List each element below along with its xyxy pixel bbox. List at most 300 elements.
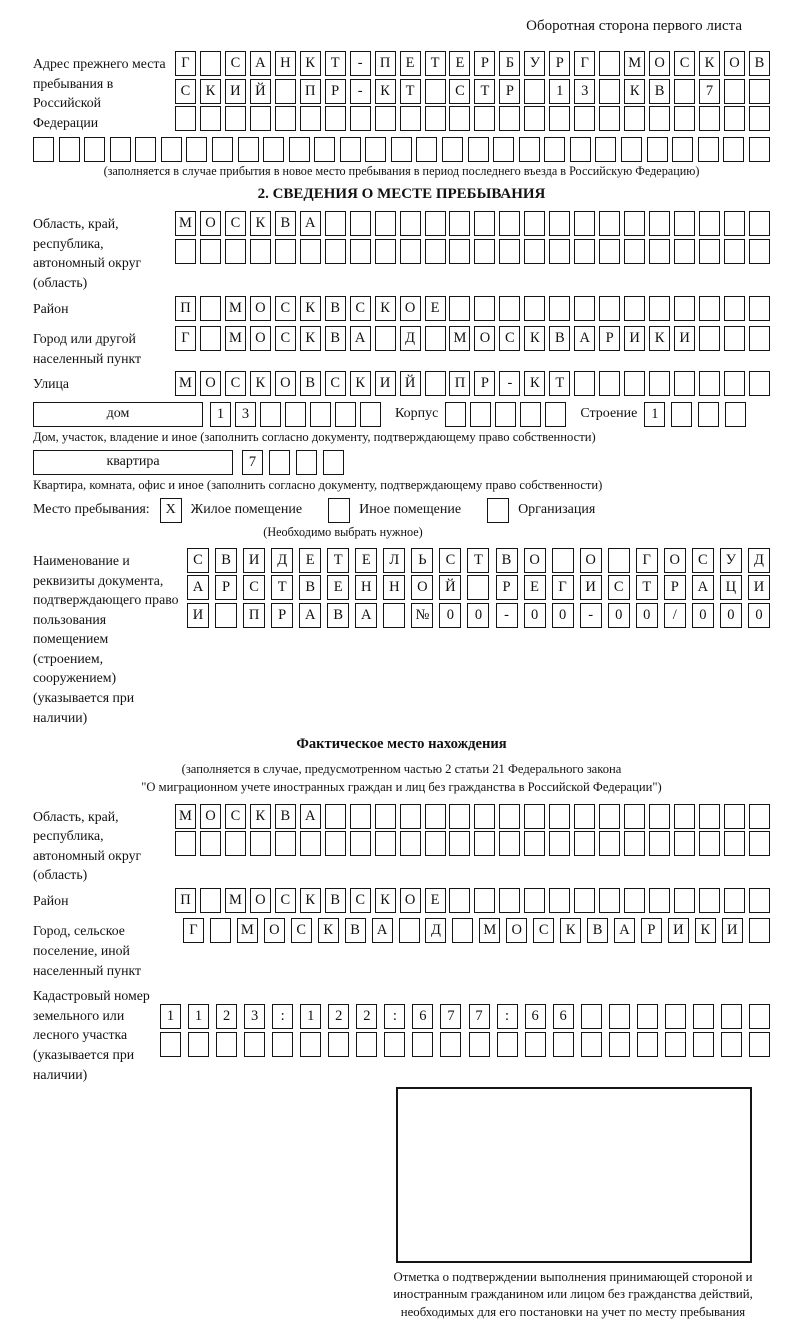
residential-premises-checkbox[interactable]: X: [160, 498, 182, 523]
char-cell[interactable]: Т: [636, 575, 658, 600]
char-cell[interactable]: О: [250, 296, 271, 321]
char-cell[interactable]: [649, 106, 670, 131]
char-cell[interactable]: [699, 804, 720, 829]
char-cell[interactable]: С: [325, 371, 346, 396]
char-cell[interactable]: [595, 137, 616, 162]
char-cell[interactable]: В: [275, 211, 296, 236]
char-cell[interactable]: Г: [552, 575, 574, 600]
char-cell[interactable]: К: [375, 79, 396, 104]
char-cell[interactable]: Р: [641, 918, 662, 943]
char-cell[interactable]: 1: [549, 79, 570, 104]
char-cell[interactable]: [724, 296, 745, 321]
char-cell[interactable]: [244, 1032, 265, 1057]
char-cell[interactable]: В: [325, 296, 346, 321]
document-row-1[interactable]: [187, 548, 770, 573]
char-cell[interactable]: П: [300, 79, 321, 104]
char-cell[interactable]: [649, 804, 670, 829]
char-cell[interactable]: [609, 1004, 630, 1029]
char-cell[interactable]: [724, 804, 745, 829]
char-cell[interactable]: Е: [425, 296, 446, 321]
char-cell[interactable]: [524, 79, 545, 104]
char-cell[interactable]: Т: [467, 548, 489, 573]
char-cell[interactable]: К: [375, 296, 396, 321]
char-cell[interactable]: [263, 137, 284, 162]
char-cell[interactable]: В: [496, 548, 518, 573]
char-cell[interactable]: [350, 106, 371, 131]
char-cell[interactable]: Ь: [411, 548, 433, 573]
char-cell[interactable]: К: [250, 211, 271, 236]
char-cell[interactable]: [672, 137, 693, 162]
char-cell[interactable]: [749, 106, 770, 131]
char-cell[interactable]: Т: [325, 51, 346, 76]
char-cell[interactable]: [574, 831, 595, 856]
char-cell[interactable]: [599, 831, 620, 856]
document-row-3[interactable]: [187, 603, 770, 628]
char-cell[interactable]: [574, 106, 595, 131]
char-cell[interactable]: О: [411, 575, 433, 600]
char-cell[interactable]: -: [499, 371, 520, 396]
char-cell[interactable]: [649, 211, 670, 236]
char-cell[interactable]: [699, 296, 720, 321]
char-cell[interactable]: П: [449, 371, 470, 396]
char-cell[interactable]: [520, 402, 541, 427]
char-cell[interactable]: К: [560, 918, 581, 943]
char-cell[interactable]: [599, 888, 620, 913]
char-cell[interactable]: [110, 137, 131, 162]
char-cell[interactable]: И: [243, 548, 265, 573]
char-cell[interactable]: 3: [244, 1004, 265, 1029]
char-cell[interactable]: О: [649, 51, 670, 76]
char-cell[interactable]: 7: [242, 450, 263, 475]
char-cell[interactable]: [724, 888, 745, 913]
char-cell[interactable]: [474, 296, 495, 321]
char-cell[interactable]: 0: [552, 603, 574, 628]
char-cell[interactable]: 2: [356, 1004, 377, 1029]
char-cell[interactable]: С: [350, 888, 371, 913]
char-cell[interactable]: [225, 831, 246, 856]
char-cell[interactable]: [499, 239, 520, 264]
char-cell[interactable]: [425, 804, 446, 829]
char-cell[interactable]: [467, 575, 489, 600]
char-cell[interactable]: [216, 1032, 237, 1057]
char-cell[interactable]: К: [300, 51, 321, 76]
char-cell[interactable]: С: [291, 918, 312, 943]
char-cell[interactable]: Т: [271, 575, 293, 600]
char-cell[interactable]: И: [225, 79, 246, 104]
char-cell[interactable]: [724, 239, 745, 264]
char-cell[interactable]: [699, 371, 720, 396]
char-cell[interactable]: [609, 1032, 630, 1057]
char-cell[interactable]: О: [275, 371, 296, 396]
char-cell[interactable]: [624, 106, 645, 131]
char-cell[interactable]: С: [449, 79, 470, 104]
char-cell[interactable]: [549, 211, 570, 236]
char-cell[interactable]: [524, 296, 545, 321]
char-cell[interactable]: [721, 1032, 742, 1057]
char-cell[interactable]: [699, 239, 720, 264]
char-cell[interactable]: [749, 137, 770, 162]
char-cell[interactable]: [225, 239, 246, 264]
char-cell[interactable]: [289, 137, 310, 162]
char-cell[interactable]: [474, 106, 495, 131]
char-cell[interactable]: С: [225, 51, 246, 76]
char-cell[interactable]: [161, 137, 182, 162]
char-cell[interactable]: В: [649, 79, 670, 104]
char-cell[interactable]: О: [264, 918, 285, 943]
actual-city-row[interactable]: [183, 918, 770, 943]
char-cell[interactable]: [499, 106, 520, 131]
char-cell[interactable]: [570, 137, 591, 162]
char-cell[interactable]: [300, 831, 321, 856]
char-cell[interactable]: [200, 106, 221, 131]
char-cell[interactable]: [624, 804, 645, 829]
char-cell[interactable]: [425, 239, 446, 264]
char-cell[interactable]: Е: [400, 51, 421, 76]
char-cell[interactable]: [375, 211, 396, 236]
char-cell[interactable]: 7: [440, 1004, 461, 1029]
char-cell[interactable]: [425, 371, 446, 396]
char-cell[interactable]: [449, 888, 470, 913]
char-cell[interactable]: [599, 239, 620, 264]
char-cell[interactable]: И: [668, 918, 689, 943]
char-cell[interactable]: С: [275, 888, 296, 913]
char-cell[interactable]: [749, 371, 770, 396]
char-cell[interactable]: [749, 296, 770, 321]
char-cell[interactable]: [200, 296, 221, 321]
char-cell[interactable]: [272, 1032, 293, 1057]
char-cell[interactable]: О: [400, 296, 421, 321]
char-cell[interactable]: [449, 106, 470, 131]
char-cell[interactable]: [425, 79, 446, 104]
char-cell[interactable]: В: [549, 326, 570, 351]
char-cell[interactable]: [275, 79, 296, 104]
char-cell[interactable]: Н: [275, 51, 296, 76]
char-cell[interactable]: [449, 831, 470, 856]
char-cell[interactable]: [524, 804, 545, 829]
char-cell[interactable]: Г: [574, 51, 595, 76]
char-cell[interactable]: [212, 137, 233, 162]
char-cell[interactable]: [238, 137, 259, 162]
char-cell[interactable]: [474, 211, 495, 236]
char-cell[interactable]: [200, 888, 221, 913]
char-cell[interactable]: [412, 1032, 433, 1057]
char-cell[interactable]: [599, 296, 620, 321]
char-cell[interactable]: [574, 371, 595, 396]
char-cell[interactable]: [524, 211, 545, 236]
char-cell[interactable]: [325, 106, 346, 131]
char-cell[interactable]: [400, 211, 421, 236]
char-cell[interactable]: [553, 1032, 574, 1057]
char-cell[interactable]: [275, 831, 296, 856]
char-cell[interactable]: А: [300, 211, 321, 236]
char-cell[interactable]: [328, 1032, 349, 1057]
document-row-2[interactable]: [187, 575, 770, 600]
char-cell[interactable]: №: [411, 603, 433, 628]
char-cell[interactable]: [647, 137, 668, 162]
house-type-box[interactable]: дом: [33, 402, 203, 427]
char-cell[interactable]: [468, 137, 489, 162]
char-cell[interactable]: [275, 239, 296, 264]
region-row-2[interactable]: [175, 239, 770, 264]
char-cell[interactable]: Г: [636, 548, 658, 573]
char-cell[interactable]: [749, 831, 770, 856]
char-cell[interactable]: [499, 888, 520, 913]
char-cell[interactable]: [425, 831, 446, 856]
char-cell[interactable]: [310, 402, 331, 427]
char-cell[interactable]: [621, 137, 642, 162]
char-cell[interactable]: [725, 402, 746, 427]
char-cell[interactable]: С: [692, 548, 714, 573]
char-cell[interactable]: Е: [449, 51, 470, 76]
char-cell[interactable]: Б: [499, 51, 520, 76]
char-cell[interactable]: К: [318, 918, 339, 943]
char-cell[interactable]: [693, 1004, 714, 1029]
korpus-cells[interactable]: [445, 402, 566, 427]
char-cell[interactable]: В: [215, 548, 237, 573]
actual-region-row-1[interactable]: [175, 804, 770, 829]
char-cell[interactable]: [698, 137, 719, 162]
char-cell[interactable]: -: [350, 79, 371, 104]
char-cell[interactable]: [549, 106, 570, 131]
char-cell[interactable]: [749, 326, 770, 351]
char-cell[interactable]: [260, 402, 281, 427]
char-cell[interactable]: [375, 106, 396, 131]
char-cell[interactable]: [637, 1004, 658, 1029]
char-cell[interactable]: Р: [664, 575, 686, 600]
char-cell[interactable]: [445, 402, 466, 427]
char-cell[interactable]: [524, 239, 545, 264]
char-cell[interactable]: [674, 106, 695, 131]
char-cell[interactable]: 6: [553, 1004, 574, 1029]
char-cell[interactable]: С: [275, 326, 296, 351]
char-cell[interactable]: [384, 1032, 405, 1057]
char-cell[interactable]: И: [187, 603, 209, 628]
char-cell[interactable]: [449, 296, 470, 321]
char-cell[interactable]: Т: [425, 51, 446, 76]
char-cell[interactable]: [314, 137, 335, 162]
char-cell[interactable]: [574, 888, 595, 913]
char-cell[interactable]: Р: [474, 51, 495, 76]
char-cell[interactable]: :: [497, 1004, 518, 1029]
char-cell[interactable]: [365, 137, 386, 162]
char-cell[interactable]: [200, 239, 221, 264]
char-cell[interactable]: [425, 326, 446, 351]
char-cell[interactable]: М: [175, 804, 196, 829]
char-cell[interactable]: 3: [574, 79, 595, 104]
char-cell[interactable]: [442, 137, 463, 162]
char-cell[interactable]: /: [664, 603, 686, 628]
char-cell[interactable]: Е: [327, 575, 349, 600]
char-cell[interactable]: А: [350, 326, 371, 351]
char-cell[interactable]: [519, 137, 540, 162]
prev-address-row-3[interactable]: [175, 106, 770, 131]
char-cell[interactable]: С: [533, 918, 554, 943]
char-cell[interactable]: К: [624, 79, 645, 104]
char-cell[interactable]: Д: [748, 548, 770, 573]
char-cell[interactable]: К: [699, 51, 720, 76]
char-cell[interactable]: [416, 137, 437, 162]
char-cell[interactable]: О: [200, 371, 221, 396]
prev-address-row-2[interactable]: [175, 79, 770, 104]
char-cell[interactable]: [449, 239, 470, 264]
char-cell[interactable]: [383, 603, 405, 628]
char-cell[interactable]: [674, 831, 695, 856]
char-cell[interactable]: [250, 831, 271, 856]
char-cell[interactable]: [325, 804, 346, 829]
char-cell[interactable]: [175, 106, 196, 131]
char-cell[interactable]: [524, 106, 545, 131]
char-cell[interactable]: [674, 371, 695, 396]
char-cell[interactable]: Т: [474, 79, 495, 104]
char-cell[interactable]: [674, 239, 695, 264]
char-cell[interactable]: [474, 804, 495, 829]
char-cell[interactable]: [269, 450, 290, 475]
char-cell[interactable]: [723, 137, 744, 162]
char-cell[interactable]: Р: [599, 326, 620, 351]
char-cell[interactable]: В: [275, 804, 296, 829]
char-cell[interactable]: С: [187, 548, 209, 573]
char-cell[interactable]: [400, 106, 421, 131]
apartment-type-box[interactable]: квартира: [33, 450, 233, 475]
char-cell[interactable]: 6: [412, 1004, 433, 1029]
char-cell[interactable]: [325, 831, 346, 856]
char-cell[interactable]: :: [272, 1004, 293, 1029]
char-cell[interactable]: С: [439, 548, 461, 573]
char-cell[interactable]: [135, 137, 156, 162]
char-cell[interactable]: И: [748, 575, 770, 600]
char-cell[interactable]: Д: [271, 548, 293, 573]
char-cell[interactable]: Е: [299, 548, 321, 573]
char-cell[interactable]: О: [506, 918, 527, 943]
char-cell[interactable]: [499, 804, 520, 829]
char-cell[interactable]: [350, 831, 371, 856]
char-cell[interactable]: [724, 211, 745, 236]
char-cell[interactable]: [440, 1032, 461, 1057]
char-cell[interactable]: [549, 296, 570, 321]
char-cell[interactable]: -: [580, 603, 602, 628]
char-cell[interactable]: М: [175, 211, 196, 236]
char-cell[interactable]: [300, 239, 321, 264]
char-cell[interactable]: [323, 450, 344, 475]
char-cell[interactable]: [335, 402, 356, 427]
char-cell[interactable]: А: [355, 603, 377, 628]
char-cell[interactable]: [175, 831, 196, 856]
char-cell[interactable]: [724, 371, 745, 396]
char-cell[interactable]: [200, 51, 221, 76]
char-cell[interactable]: [59, 137, 80, 162]
char-cell[interactable]: [674, 888, 695, 913]
actual-district-row[interactable]: [175, 888, 770, 913]
char-cell[interactable]: 7: [699, 79, 720, 104]
char-cell[interactable]: [549, 804, 570, 829]
char-cell[interactable]: В: [300, 371, 321, 396]
cadastre-row-2[interactable]: [160, 1032, 770, 1057]
char-cell[interactable]: П: [175, 888, 196, 913]
char-cell[interactable]: К: [250, 371, 271, 396]
char-cell[interactable]: [721, 1004, 742, 1029]
char-cell[interactable]: Й: [439, 575, 461, 600]
char-cell[interactable]: М: [449, 326, 470, 351]
char-cell[interactable]: 2: [328, 1004, 349, 1029]
char-cell[interactable]: 0: [636, 603, 658, 628]
char-cell[interactable]: [749, 1032, 770, 1057]
char-cell[interactable]: [649, 888, 670, 913]
char-cell[interactable]: О: [664, 548, 686, 573]
char-cell[interactable]: К: [300, 888, 321, 913]
char-cell[interactable]: [749, 79, 770, 104]
char-cell[interactable]: [599, 211, 620, 236]
char-cell[interactable]: [493, 137, 514, 162]
house-number-cells[interactable]: [210, 402, 381, 427]
char-cell[interactable]: А: [614, 918, 635, 943]
char-cell[interactable]: А: [299, 603, 321, 628]
char-cell[interactable]: К: [524, 371, 545, 396]
char-cell[interactable]: О: [250, 888, 271, 913]
char-cell[interactable]: [452, 918, 473, 943]
char-cell[interactable]: Л: [383, 548, 405, 573]
char-cell[interactable]: К: [200, 79, 221, 104]
char-cell[interactable]: [250, 239, 271, 264]
char-cell[interactable]: [399, 918, 420, 943]
prev-address-row-4[interactable]: [33, 137, 770, 162]
char-cell[interactable]: А: [250, 51, 271, 76]
char-cell[interactable]: Р: [474, 371, 495, 396]
char-cell[interactable]: [624, 211, 645, 236]
char-cell[interactable]: И: [580, 575, 602, 600]
char-cell[interactable]: [350, 211, 371, 236]
char-cell[interactable]: [375, 804, 396, 829]
char-cell[interactable]: [552, 548, 574, 573]
char-cell[interactable]: Й: [250, 79, 271, 104]
char-cell[interactable]: С: [243, 575, 265, 600]
char-cell[interactable]: [325, 239, 346, 264]
char-cell[interactable]: [470, 402, 491, 427]
char-cell[interactable]: С: [350, 296, 371, 321]
actual-region-row-2[interactable]: [175, 831, 770, 856]
char-cell[interactable]: [699, 326, 720, 351]
char-cell[interactable]: О: [474, 326, 495, 351]
char-cell[interactable]: [749, 1004, 770, 1029]
char-cell[interactable]: [84, 137, 105, 162]
char-cell[interactable]: [665, 1032, 686, 1057]
char-cell[interactable]: [549, 239, 570, 264]
char-cell[interactable]: [649, 296, 670, 321]
char-cell[interactable]: П: [375, 51, 396, 76]
char-cell[interactable]: [250, 106, 271, 131]
char-cell[interactable]: [175, 239, 196, 264]
char-cell[interactable]: [340, 137, 361, 162]
char-cell[interactable]: 0: [608, 603, 630, 628]
char-cell[interactable]: [699, 888, 720, 913]
char-cell[interactable]: [599, 106, 620, 131]
char-cell[interactable]: К: [300, 326, 321, 351]
char-cell[interactable]: [671, 402, 692, 427]
char-cell[interactable]: Р: [325, 79, 346, 104]
cadastre-row-1[interactable]: [160, 1004, 770, 1029]
char-cell[interactable]: О: [580, 548, 602, 573]
char-cell[interactable]: [300, 106, 321, 131]
prev-address-row-1[interactable]: [175, 51, 770, 76]
char-cell[interactable]: И: [375, 371, 396, 396]
char-cell[interactable]: Р: [496, 575, 518, 600]
char-cell[interactable]: [599, 79, 620, 104]
char-cell[interactable]: [356, 1032, 377, 1057]
char-cell[interactable]: [699, 211, 720, 236]
char-cell[interactable]: [524, 831, 545, 856]
char-cell[interactable]: [624, 888, 645, 913]
char-cell[interactable]: О: [400, 888, 421, 913]
char-cell[interactable]: [624, 239, 645, 264]
